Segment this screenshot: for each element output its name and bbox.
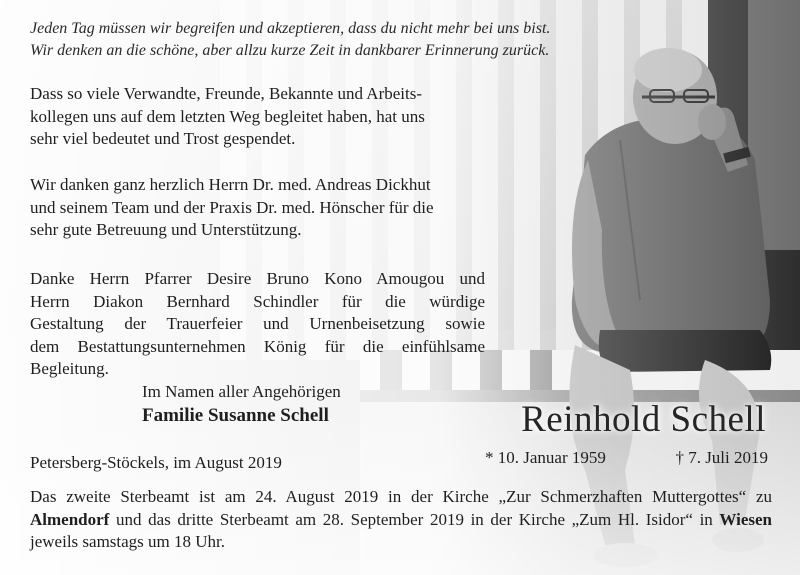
opening-quote bbox=[30, 18, 610, 62]
services-text: und das dritte Sterbeamt am 28. September 2019 in der Kirche „Zum Hl. Isidor“ in bbox=[109, 509, 713, 529]
thanks-paragraph-clergy bbox=[30, 268, 485, 381]
paragraph-line: sehr viel bedeutet und Trost gespendet. bbox=[30, 129, 296, 148]
paragraph-line: dem Bestattungsunternehmen König für die einfühlsame bbox=[30, 336, 485, 356]
paragraph-line: Dass so viele Verwandte, Freunde, Bekannte und Arbeits- bbox=[30, 84, 423, 103]
service-place: Almendorf bbox=[30, 509, 110, 529]
deceased-name: Reinhold Schell bbox=[521, 399, 766, 440]
paragraph-line: kollegen uns auf dem letzten Weg begleitet haben, hat uns bbox=[30, 106, 425, 126]
quote-line: Wir denken an die schöne, aber allzu kurze Zeit in dankbarer Erinnerung zurück. bbox=[30, 42, 550, 59]
paragraph-line: Herrn Diakon Bernhard Schindler für die würdige bbox=[30, 291, 485, 311]
memorial-services-text bbox=[30, 486, 772, 554]
paragraph-line: Gestaltung der Trauerfeier und Urnenbeisetzung sowie bbox=[30, 314, 485, 333]
place-and-date: Petersberg-Stöckels, im August 2019 bbox=[30, 453, 282, 472]
thanks-paragraph-relatives bbox=[30, 83, 485, 151]
services-text: Das zweite Sterbeamt ist am 24. August 2019 in der Kirche „Zur Schmerzhaften Muttergottes“ zu bbox=[30, 487, 772, 506]
service-place: Wiesen bbox=[719, 509, 772, 529]
death-date: † 7. Juli 2019 bbox=[675, 448, 768, 467]
thanks-paragraph-doctors bbox=[30, 174, 485, 242]
birth-date: * 10. Januar 1959 bbox=[485, 448, 606, 467]
paragraph-line: Begleitung. bbox=[30, 359, 109, 378]
paragraph-line: sehr gute Betreuung und Unterstützung. bbox=[30, 220, 302, 239]
paragraph-line: Wir danken ganz herzlich Herrn Dr. med. Andreas Dickhut bbox=[30, 175, 431, 194]
paragraph-line: und seinem Team und der Praxis Dr. med. Hönscher für die bbox=[30, 197, 434, 217]
signature-family: Familie Susanne Schell bbox=[142, 405, 329, 426]
quote-line: Jeden Tag müssen wir begreifen und akzeptieren, dass du nicht mehr bei uns bist. bbox=[30, 20, 551, 37]
services-text: jeweils samstags um 18 Uhr. bbox=[30, 532, 226, 551]
paragraph-line: Danke Herrn Pfarrer Desire Bruno Kono Amougou und bbox=[30, 269, 485, 288]
signature-line: Im Namen aller Angehörigen bbox=[142, 382, 341, 401]
